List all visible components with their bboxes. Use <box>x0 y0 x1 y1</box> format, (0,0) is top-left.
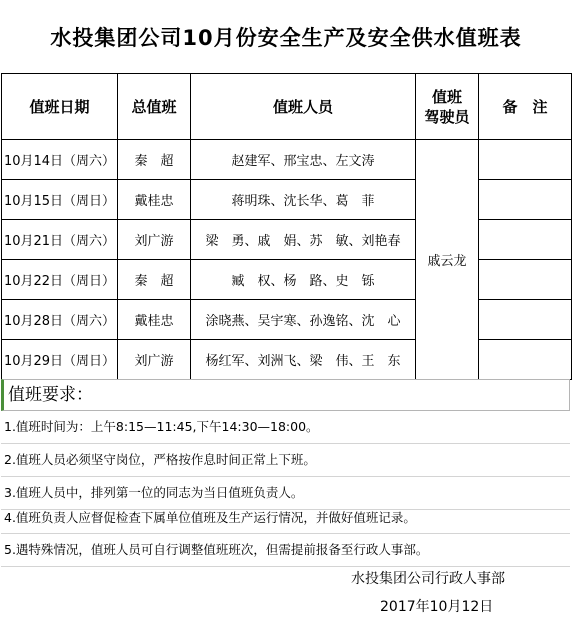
requirement-item: 3.值班人员中，排列第一位的同志为当日值班负责人。 <box>1 477 570 510</box>
duty-remark <box>479 220 572 260</box>
header-date: 值班日期 <box>2 74 118 140</box>
table-row <box>2 220 572 260</box>
duty-date: 10月22日（周日） <box>2 260 118 300</box>
requirement-item: 2.值班人员必须坚守岗位，严格按作息时间正常上下班。 <box>1 444 570 477</box>
duty-driver: 戚云龙 <box>416 140 479 380</box>
duty-date: 10月15日（周日） <box>2 180 118 220</box>
duty-remark <box>479 180 572 220</box>
requirements-title: 值班要求： <box>1 379 570 411</box>
duty-date: 10月14日（周六） <box>2 140 118 180</box>
footer-department: 水投集团公司行政人事部 <box>351 571 505 587</box>
duty-chief: 戴桂忠 <box>118 180 191 220</box>
table-row <box>2 340 572 380</box>
requirement-item: 5.遇特殊情况，值班人员可自行调整值班班次，但需提前报备至行政人事部。 <box>1 534 570 567</box>
duty-staff: 杨红军、刘洲飞、梁 伟、王 东 <box>191 340 416 380</box>
duty-remark <box>479 340 572 380</box>
duty-staff: 蒋明珠、沈长华、葛 菲 <box>191 180 416 220</box>
requirement-item: 1.值班时间为：上午8:15—11:45,下午14:30—18:00。 <box>1 411 570 444</box>
header-chief: 总值班 <box>118 74 191 140</box>
duty-chief: 刘广游 <box>118 340 191 380</box>
duty-remark <box>479 300 572 340</box>
header-driver-line1: 值班 <box>431 87 462 106</box>
table-row <box>2 180 572 220</box>
table-header-row <box>2 74 572 140</box>
table-row <box>2 300 572 340</box>
document-title: 水投集团公司10月份安全生产及安全供水值班表 <box>50 26 522 50</box>
table-row <box>2 140 572 180</box>
duty-chief: 刘广游 <box>118 220 191 260</box>
requirement-item: 4.值班负责人应督促检查下属单位值班及生产运行情况，并做好值班记录。 <box>1 503 570 534</box>
duty-table <box>1 73 572 380</box>
header-staff: 值班人员 <box>191 74 416 140</box>
duty-chief: 秦 超 <box>118 260 191 300</box>
header-driver-line2: 驾驶员 <box>424 107 470 126</box>
header-remark: 备 注 <box>479 74 572 140</box>
duty-date: 10月28日（周六） <box>2 300 118 340</box>
duty-staff: 臧 权、杨 路、史 铄 <box>191 260 416 300</box>
duty-staff: 赵建军、邢宝忠、左文涛 <box>191 140 416 180</box>
header-driver <box>416 74 479 140</box>
footer-date: 2017年10月12日 <box>380 599 494 615</box>
duty-chief: 秦 超 <box>118 140 191 180</box>
duty-remark <box>479 260 572 300</box>
duty-staff: 涂晓燕、吴宇寒、孙逸铭、沈 心 <box>191 300 416 340</box>
table-row <box>2 260 572 300</box>
duty-staff: 梁 勇、戚 娟、苏 敏、刘艳春 <box>191 220 416 260</box>
duty-chief: 戴桂忠 <box>118 300 191 340</box>
duty-date: 10月29日（周日） <box>2 340 118 380</box>
duty-remark <box>479 140 572 180</box>
duty-date: 10月21日（周六） <box>2 220 118 260</box>
